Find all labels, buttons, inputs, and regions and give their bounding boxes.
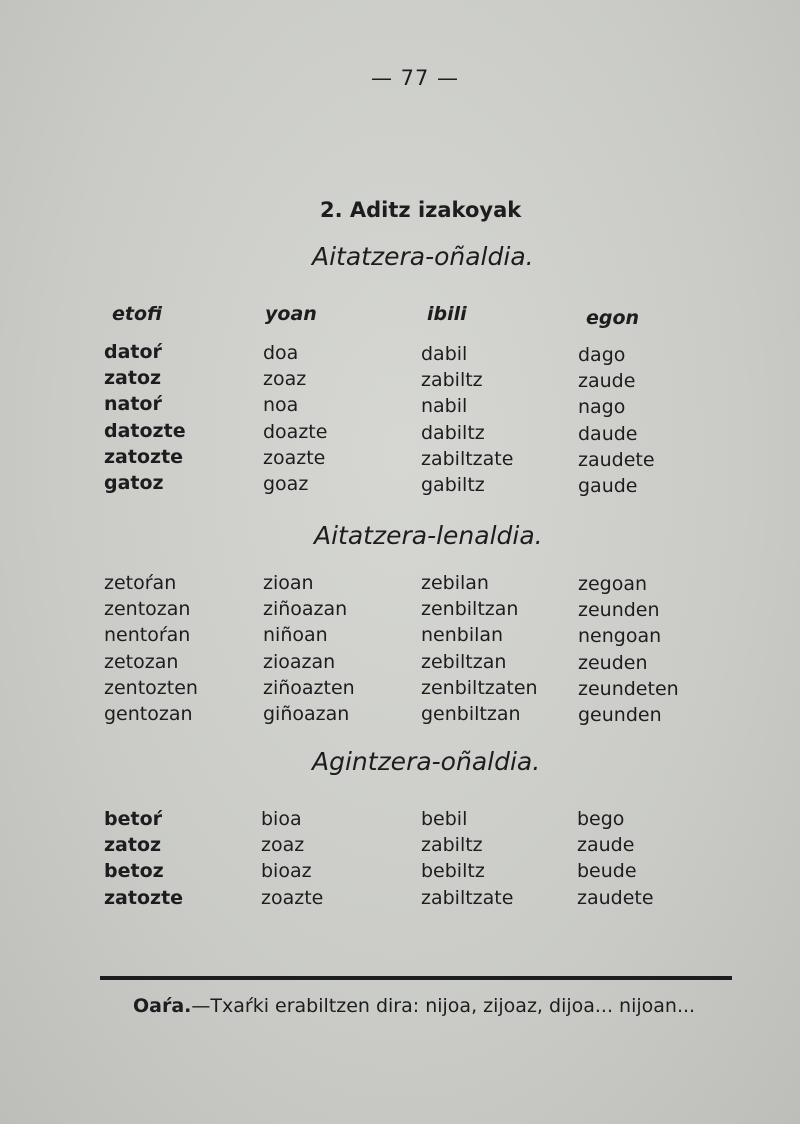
verb-form: zeundeten (578, 677, 679, 700)
section-1-column-4 (578, 342, 655, 499)
verb-form: zenbiltzaten (421, 676, 538, 699)
verb-form: zoaz (263, 368, 307, 391)
column-header-ibili: ibili (427, 303, 467, 325)
verb-form: dago (578, 344, 626, 366)
verb-form: goaz (263, 473, 309, 496)
subsection-title-1: Aitatzera-oñaldia. (312, 242, 534, 271)
verb-form: gaude (578, 475, 638, 498)
verb-form: zoazte (261, 886, 324, 909)
verb-form: zenbiltzan (421, 598, 519, 621)
verb-form: zatoz (104, 834, 162, 857)
verb-form: nago (578, 396, 626, 419)
verb-form: noa (263, 394, 299, 417)
footnote (133, 995, 695, 1017)
footnote-label: Oaŕa. (133, 995, 192, 1017)
verb-form: ziñoazan (263, 598, 348, 621)
verb-form: gatoz (104, 472, 164, 495)
verb-form: zaude (577, 834, 635, 857)
section-2-column-3 (421, 570, 538, 727)
verb-form: beude (577, 860, 637, 883)
page-number: — 77 — (370, 66, 460, 90)
verb-form: genbiltzan (421, 703, 521, 726)
verb-form: zatozte (104, 445, 184, 468)
verb-form: zebiltzan (421, 650, 507, 673)
verb-form: zeuden (578, 651, 648, 674)
column-header-yoan: yoan (265, 303, 317, 325)
verb-form: zentozten (104, 676, 198, 699)
verb-form: dabil (421, 343, 468, 365)
verb-form: doa (263, 342, 299, 364)
verb-form: bioa (261, 808, 302, 830)
verb-form: betoz (104, 860, 164, 883)
verb-form: nentoŕan (104, 624, 191, 647)
verb-form: zioan (263, 572, 314, 594)
verb-form: zabiltz (421, 369, 483, 392)
verb-form: datozte (104, 419, 186, 442)
verb-form: zaudete (577, 886, 654, 909)
verb-form: nenbilan (421, 624, 504, 647)
verb-form: zoaz (261, 834, 305, 857)
verb-form: zaude (578, 370, 636, 393)
verb-form: zoazte (263, 446, 326, 469)
verb-form: zegoan (578, 573, 648, 595)
verb-form: datoŕ (104, 341, 162, 363)
verb-form: zeunden (578, 599, 660, 622)
verb-form: dabiltz (421, 421, 485, 444)
section-1-column-1 (104, 339, 186, 496)
verb-form: zaudete (578, 448, 655, 471)
column-header-etorri: etofi (112, 303, 162, 325)
verb-form: natoŕ (104, 393, 162, 416)
section-2-column-2 (263, 570, 355, 727)
subsection-title-3: Agintzera-oñaldia. (312, 747, 541, 776)
verb-form: gentozan (104, 703, 193, 726)
verb-form: ziñoazten (263, 676, 355, 699)
verb-form: bebiltz (421, 860, 485, 883)
verb-form: zabiltzate (421, 886, 514, 909)
verb-form: daude (578, 422, 638, 445)
verb-form: zatozte (104, 886, 184, 909)
section-title: 2. Aditz izakoyak (320, 198, 522, 222)
section-3-column-2 (261, 806, 323, 911)
verb-form: bego (577, 808, 625, 830)
verb-form: zebilan (421, 572, 489, 594)
verb-form: doazte (263, 420, 328, 443)
column-header-egon: egon (586, 307, 640, 329)
verb-form: zioazan (263, 650, 336, 673)
section-1-column-2 (263, 340, 327, 497)
verb-form: zentozan (104, 598, 191, 621)
section-1-column-3 (421, 341, 513, 498)
verb-form: geunden (578, 704, 662, 727)
verb-form: niñoan (263, 624, 328, 647)
divider-rule (100, 976, 732, 980)
footnote-text: —Txaŕki erabiltzen dira: nijoa, zijoaz, dijoa... nijoan... (191, 995, 696, 1017)
verb-form: zabiltzate (421, 447, 514, 470)
section-3-column-3 (421, 806, 513, 911)
verb-form: zetoŕan (104, 572, 177, 594)
section-2-column-4 (578, 571, 679, 728)
verb-form: zatoz (104, 367, 162, 390)
verb-form: gabiltz (421, 474, 485, 497)
verb-form: giñoazan (263, 703, 350, 726)
verb-form: zabiltz (421, 834, 483, 857)
section-3-column-1 (104, 806, 183, 911)
verb-form: bebil (421, 808, 468, 830)
verb-form: betoŕ (104, 808, 162, 830)
verb-form: zetozan (104, 650, 179, 673)
section-3-column-4 (577, 806, 654, 911)
verb-form: nengoan (578, 625, 662, 648)
verb-form: bioaz (261, 860, 312, 883)
subsection-title-2: Aitatzera-lenaldia. (314, 521, 543, 550)
section-2-column-1 (104, 570, 198, 727)
verb-form: nabil (421, 395, 468, 418)
